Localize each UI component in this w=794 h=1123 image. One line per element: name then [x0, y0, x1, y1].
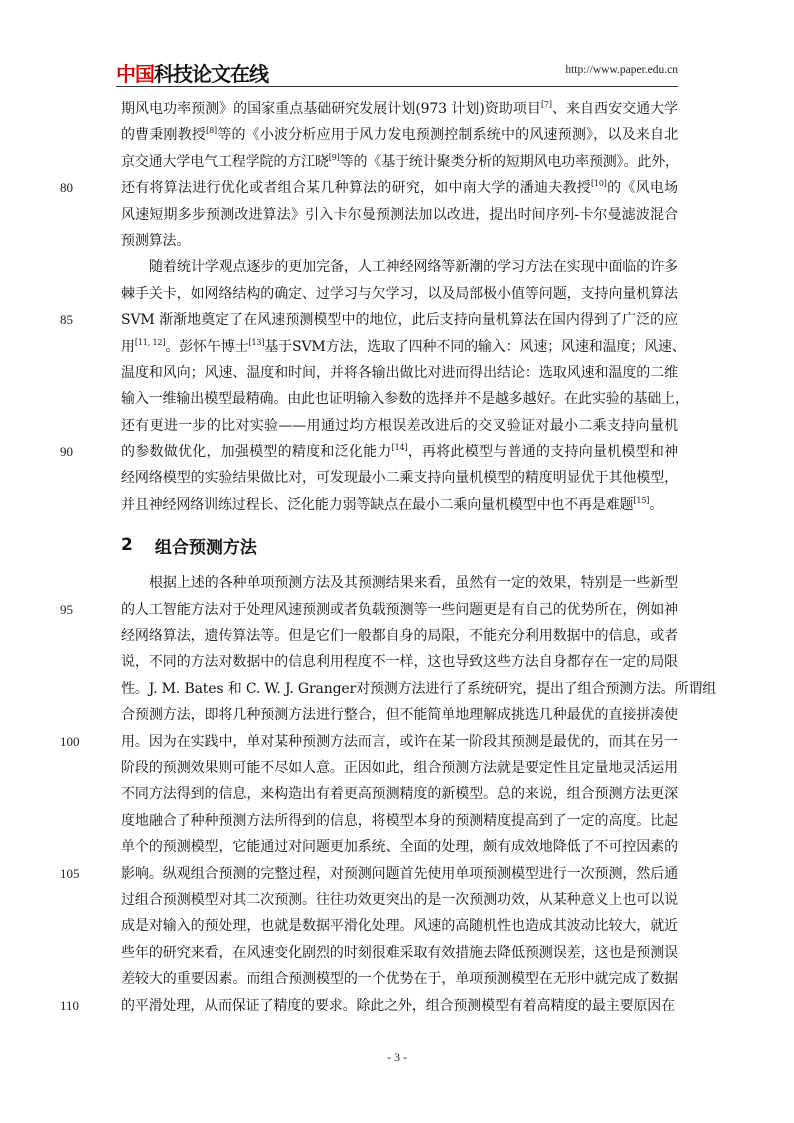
text-line	[121, 940, 678, 966]
text-line	[121, 861, 678, 887]
text-segment: ，再将此模型与普通的支持向量机模型和神	[407, 444, 679, 461]
text-line	[121, 413, 678, 439]
paragraph-1	[121, 96, 678, 254]
text-segment: 差较大的重要因素。而组合预测模型的一个优势在于，单项预测模型在无形中就完成了数据	[121, 971, 678, 988]
text-segment: 成是对输入的预处理，也就是数据平滑化处理。风速的高随机性也造成其波动比较大，就近	[121, 918, 678, 935]
text-line	[121, 834, 678, 860]
page-footer	[0, 1050, 794, 1065]
text-line	[121, 649, 678, 675]
text-segment: 。	[649, 496, 664, 513]
text-segment: 预测算法。	[121, 232, 191, 249]
header-rule	[116, 86, 678, 87]
citation-ref[interactable]: [7]	[540, 100, 552, 109]
text-line	[121, 254, 678, 280]
page-body	[121, 96, 717, 1019]
text-line	[121, 570, 678, 596]
text-segment: 度地融合了种种预测方法所得到的信息，将模型本身的预测精度提高到了一定的高度。比起	[121, 812, 678, 829]
text-segment: 阶段的预测效果则可能不尽如人意。正因如此，组合预测方法就是要定性且定量地灵活运用	[121, 759, 678, 776]
text-line	[121, 755, 678, 781]
section-title: 组合预测方法	[154, 537, 257, 558]
line-number: 110	[60, 997, 80, 1013]
citation-ref[interactable]: [9]	[328, 152, 340, 162]
text-segment: 还有将算法进行优化或者组合某几种算法的研究，如中南大学的潘迪夫教授	[121, 180, 591, 197]
text-line	[121, 597, 678, 623]
text-segment: 。彭怀午博士	[165, 338, 249, 355]
paragraph-2	[121, 254, 689, 518]
citation-ref[interactable]: [8]	[206, 126, 217, 136]
text-segment: 合预测方法，即将几种预测方法进行整合，但不能简单地理解成挑选几种最优的直接拼凑使	[121, 707, 678, 724]
text-line	[121, 887, 678, 913]
paragraph-3	[121, 570, 717, 1019]
citation-ref[interactable]: [10]	[590, 179, 607, 189]
line-number: 100	[60, 733, 80, 749]
text-line	[121, 729, 678, 755]
text-line	[121, 492, 678, 518]
text-line	[121, 702, 678, 728]
text-segment: 京交通大学电气工程学院的方江晓	[121, 153, 329, 170]
text-segment: 并且神经网络训练过程长、泛化能力弱等缺点在最小二乘向量机模型中也不再是难题	[121, 496, 634, 513]
section-number: 2	[121, 535, 133, 556]
text-line	[121, 913, 678, 939]
citation-ref[interactable]: [11, 12]	[134, 337, 166, 347]
text-line	[121, 808, 678, 834]
logo-text-black: 科技论文在线	[154, 62, 268, 86]
text-line	[121, 307, 678, 333]
text-segment: 、来自西安交通大学	[551, 101, 678, 117]
text-line	[121, 676, 717, 702]
journal-logo	[116, 58, 268, 87]
text-segment: 输入一维输出模型最精确。由此也证明输入参数的选择并不是越多越好。在此实验的基础上，	[121, 391, 689, 408]
line-number: 95	[60, 601, 73, 617]
text-segment: 过组合预测模型对其二次预测。往往功效更突出的是一次预测功效，从某种意义上也可以说	[121, 891, 678, 908]
text-segment: 的参数做优化，加强模型的精度和泛化能力	[121, 444, 392, 461]
text-segment: 用。因为在实践中，单对某种预测方法而言，或许在某一阶段其预测是最优的，而其在另一	[121, 733, 678, 750]
text-segment: 还有更进一步的比对实验——用通过均方根误差改进后的交叉验证对最小二乘支持向量机	[121, 417, 678, 434]
text-line	[121, 96, 678, 122]
section-heading	[121, 520, 678, 570]
line-number: 90	[60, 444, 73, 460]
site-url[interactable]: http://www.paper.edu.cn	[565, 64, 678, 76]
text-line	[121, 149, 678, 175]
text-segment: 经网络模型的实验结果做比对，可发现最小二乘支持向量机模型的精度明显优于其他模型，	[121, 470, 678, 487]
text-line	[121, 993, 678, 1019]
text-line	[121, 175, 678, 201]
logo-text-red: 中国	[116, 62, 154, 86]
text-segment: 性。J. M. Bates 和 C. W. J. Granger对预测方法进行了系统研究，提出了组合预测方法。所谓组	[121, 680, 717, 697]
text-line	[121, 202, 678, 228]
text-segment: 等的《基于统计聚类分析的短期风电功率预测》。此外，	[339, 153, 679, 170]
line-number: 80	[60, 180, 73, 196]
text-line	[121, 281, 678, 307]
text-line	[121, 439, 678, 465]
text-line	[121, 781, 678, 807]
citation-ref[interactable]: [13]	[248, 337, 265, 347]
text-line	[121, 623, 678, 649]
text-segment: 的平滑处理，从而保证了精度的要求。除此之外，组合预测模型有着高精度的最主要原因在	[121, 997, 675, 1014]
text-segment: 温度和风向；风速、温度和时间，并将各输出做比对进而得出结论：选取风速和温度的二维	[121, 364, 678, 381]
line-number: 105	[60, 865, 80, 881]
text-line	[121, 386, 689, 412]
text-segment: 用	[121, 338, 135, 355]
text-segment: 影响。纵观组合预测的完整过程，对预测问题首先使用单项预测模型进行一次预测，然后通	[121, 865, 678, 882]
text-segment: 棘手关卡，如网络结构的确定、过学习与欠学习，以及局部极小值等问题，支持向量机算法	[121, 285, 678, 302]
text-segment: 单个的预测模型，它能通过对问题更加系统、全面的处理，颇有成效地降低了不可控因素的	[121, 839, 678, 856]
text-segment: 随着统计学观点逐步的更加完备，人工神经网络等新潮的学习方法在实现中面临的许多	[149, 259, 678, 276]
text-line	[121, 228, 678, 254]
text-segment: 经网络算法，遗传算法等。但是它们一般都自身的局限，不能充分利用数据中的信息，或者	[121, 628, 678, 645]
text-line	[121, 122, 678, 148]
text-segment: 的人工智能方法对于处理风速预测或者负载预测等一些问题更是有自己的优势所在，例如神	[121, 601, 678, 618]
citation-ref[interactable]: [15]	[633, 495, 650, 505]
text-line	[121, 465, 678, 491]
text-segment: 基于SVM方法，选取了四种不同的输入：风速；风速和温度；风速、	[264, 338, 686, 355]
text-segment: 说，不同的方法对数据中的信息利用程度不一样，这也导致这些方法自身都存在一定的局限	[121, 654, 678, 671]
page-header	[116, 56, 678, 86]
text-segment: 的《风电场	[606, 180, 678, 197]
text-segment: 期风电功率预测》的国家重点基础研究发展计划(973 计划)资助项目	[121, 101, 541, 117]
text-segment: 的曹秉刚教授	[121, 127, 207, 144]
text-segment: 等的《小波分析应用于风力发电预测控制系统中的风速预测》，以及来自北	[216, 127, 678, 144]
text-line	[121, 334, 686, 360]
page-number: - 3 -	[387, 1050, 407, 1064]
text-segment: 风速短期多步预测改进算法》引入卡尔曼预测法加以改进，提出时间序列-卡尔曼滤波混合	[121, 206, 678, 223]
line-number: 85	[60, 312, 73, 328]
text-segment: 些年的研究来看，在风速变化剧烈的时刻很难采取有效措施去降低预测误差，这也是预测误	[121, 944, 678, 961]
text-line	[121, 360, 678, 386]
text-segment: 根据上述的各种单项预测方法及其预测结果来看，虽然有一定的效果，特别是一些新型	[149, 575, 678, 592]
citation-ref[interactable]: [14]	[391, 443, 408, 453]
text-line	[121, 966, 678, 992]
text-segment: SVM 渐渐地奠定了在风速预测模型中的地位，此后支持向量机算法在国内得到了广泛的应	[121, 312, 678, 329]
text-segment: 不同方法得到的信息，来构造出有着更高预测精度的新模型。总的来说，组合预测方法更深	[121, 786, 678, 803]
